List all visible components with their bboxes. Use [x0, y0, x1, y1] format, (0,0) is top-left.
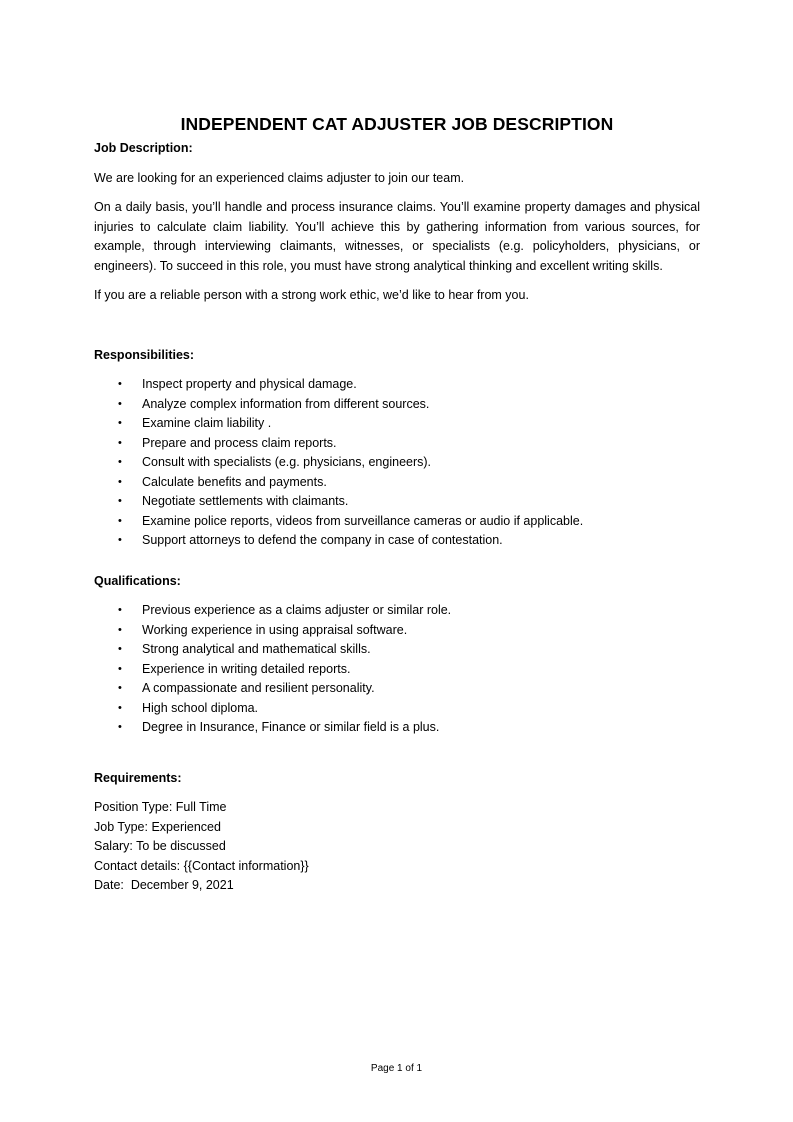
bullet-icon: •: [118, 623, 122, 636]
list-item: [94, 660, 700, 680]
bullet-icon: •: [118, 534, 122, 546]
list-item: [94, 453, 700, 473]
list-item-text: Negotiate settlements with claimants.: [142, 494, 349, 508]
list-item-text: Examine claim liability .: [142, 416, 272, 430]
requirements-heading: Requirements:: [94, 770, 182, 785]
bullet-icon: •: [118, 721, 122, 733]
list-item: [94, 679, 700, 699]
job-description-heading: Job Description:: [94, 141, 193, 155]
list-item: [94, 601, 700, 621]
responsibilities-list: [94, 375, 700, 551]
bullet-icon: •: [118, 662, 122, 675]
date: Date: December 9, 2021: [94, 878, 234, 892]
list-item: [94, 512, 700, 532]
qualifications-list: [94, 601, 700, 738]
list-item-text: High school diploma.: [142, 700, 259, 715]
bullet-icon: •: [118, 456, 122, 468]
closing-paragraph: If you are a reliable person with a strong work ethic, we’d like to hear from you.: [94, 288, 529, 302]
bullet-icon: •: [118, 604, 122, 616]
list-item: [94, 414, 700, 434]
list-item: [94, 395, 700, 415]
document-body: [94, 112, 700, 896]
list-item-text: Degree in Insurance, Finance or similar field is a plus.: [142, 720, 440, 734]
list-item-text: Calculate benefits and payments.: [142, 474, 327, 489]
intro-paragraph: We are looking for an experienced claims adjuster to join our team.: [94, 170, 465, 185]
bullet-icon: •: [118, 397, 122, 410]
bullet-icon: •: [118, 436, 122, 449]
bullet-icon: •: [118, 417, 122, 429]
job-type: Job Type: Experienced: [94, 819, 221, 834]
bullet-icon: •: [118, 643, 122, 655]
list-item-text: Working experience in using appraisal software.: [142, 622, 408, 637]
list-item: [94, 621, 700, 641]
list-item: [94, 492, 700, 512]
list-item-text: Strong analytical and mathematical skills.: [142, 642, 371, 656]
salary: Salary: To be discussed: [94, 839, 226, 853]
list-item-text: Experience in writing detailed reports.: [142, 661, 351, 676]
bullet-icon: •: [118, 701, 122, 714]
list-item-text: Examine police reports, videos from surveillance cameras or audio if applicable.: [142, 513, 584, 528]
list-item-text: A compassionate and resilient personality.: [142, 681, 375, 695]
document-title: INDEPENDENT CAT ADJUSTER JOB DESCRIPTION: [180, 114, 614, 134]
list-item-text: Prepare and process claim reports.: [142, 435, 337, 450]
list-item: [94, 718, 700, 738]
list-item: [94, 531, 700, 551]
list-item: [94, 434, 700, 454]
bullet-icon: •: [118, 475, 122, 488]
bullet-icon: •: [118, 682, 122, 694]
list-item-text: Previous experience as a claims adjuster or similar role.: [142, 603, 452, 617]
bullet-icon: •: [118, 378, 122, 390]
list-item: [94, 699, 700, 719]
list-item-text: Support attorneys to defend the company in case of contestation.: [142, 533, 503, 547]
contact-details: Contact details: {{Contact information}}: [94, 858, 309, 873]
list-item: [94, 473, 700, 493]
responsibilities-heading: Responsibilities:: [94, 347, 195, 362]
list-item: [94, 640, 700, 660]
qualifications-heading: Qualifications:: [94, 573, 181, 588]
bullet-icon: •: [118, 495, 122, 507]
list-item-text: Consult with specialists (e.g. physicians, engineers).: [142, 455, 432, 469]
page-number: Page 1 of 1: [370, 1063, 423, 1074]
list-item: [94, 375, 700, 395]
daily-duties-paragraph: On a daily basis, you’ll handle and process insurance claims. You’ll examine property damages and physical injuries to calculate claim liability. You’ll achieve this by gathering information from various sources, for example, through interviewing claimants, witnesses, or specialists (e.g. policyholders, physicians, or engineers). To succeed in this role, you must have strong analytical thinking and excellent writing skills.: [94, 200, 700, 273]
list-item-text: Inspect property and physical damage.: [142, 377, 357, 391]
position-type: Position Type: Full Time: [94, 800, 227, 814]
bullet-icon: •: [118, 514, 122, 527]
list-item-text: Analyze complex information from different sources.: [142, 396, 430, 411]
